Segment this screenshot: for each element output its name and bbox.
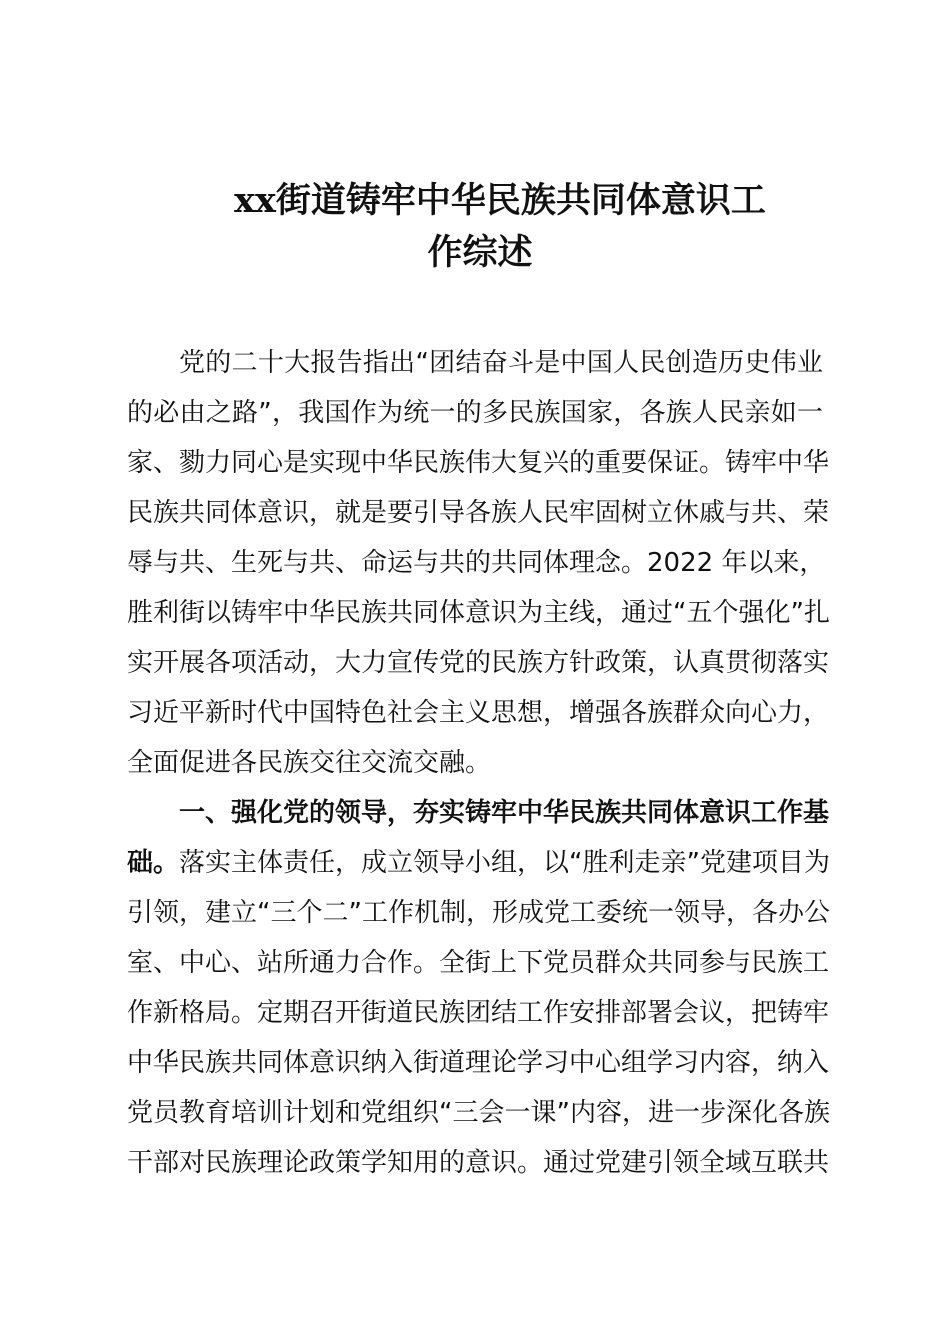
paragraph-text: 干部对民族理论政策学知用的意识。通过党建引领全域互联共: [127, 1148, 830, 1178]
paragraph-line: [127, 538, 826, 588]
section-heading-text: 一、强化党的领导，夯实铸牢中华民族共同体意识工作基: [179, 798, 830, 828]
paragraph-text: 的必由之路”，我国作为统一的多民族国家，各族人民亲如一: [127, 398, 823, 428]
paragraph-text: 胜利街以铸牢中华民族共同体意识为主线，通过“五个强化”扎: [127, 598, 830, 628]
paragraph-line: [127, 688, 830, 738]
paragraph-text: 引领，建立“三个二”工作机制，形成党工委统一领导，各办公: [127, 898, 830, 928]
paragraph-line: [127, 1088, 830, 1138]
paragraph-line: [127, 738, 823, 788]
paragraph-line: [127, 438, 830, 488]
paragraph-line: [127, 938, 830, 988]
paragraph-text: 全面促进各民族交往交流交融。: [127, 748, 492, 778]
paragraph-text: 辱与共、生死与共、命运与共的共同体理念。2022 年以来，: [127, 548, 826, 578]
paragraph-line: [127, 788, 830, 838]
paragraph-line: [127, 388, 823, 438]
paragraph-line: [127, 488, 830, 538]
paragraph-text: 党员教育培训计划和党组织“三会一课”内容，进一步深化各族: [127, 1098, 830, 1128]
paragraph-text: 习近平新时代中国特色社会主义思想，增强各族群众向心力，: [127, 698, 830, 728]
paragraph-text: 党的二十大报告指出“团结奋斗是中国人民创造历史伟业: [179, 348, 823, 378]
paragraph-text: 家、勠力同心是实现中华民族伟大复兴的重要保证。铸牢中华: [127, 448, 830, 478]
paragraph-line: [127, 988, 830, 1038]
paragraph-text: 民族共同体意识，就是要引导各族人民牢固树立休戚与共、荣: [127, 498, 830, 528]
document-title-line-2: 作综述: [427, 232, 533, 273]
paragraph-line: [127, 638, 830, 688]
paragraph-text: 实开展各项活动，大力宣传党的民族方针政策，认真贯彻落实: [127, 648, 830, 678]
document-body: [127, 338, 830, 1188]
paragraph-line: [127, 338, 823, 388]
paragraph-line: [127, 1038, 830, 1088]
document-title-line-1: xx街道铸牢中华民族共同体意识工: [234, 180, 766, 221]
section-heading-text: 础。: [127, 848, 180, 878]
paragraph-line: [127, 588, 830, 638]
paragraph-text: 中华民族共同体意识纳入街道理论学习中心组学习内容，纳入: [127, 1048, 830, 1078]
paragraph-text: 作新格局。定期召开街道民族团结工作安排部署会议，把铸牢: [127, 998, 830, 1028]
paragraph-line: [127, 838, 830, 888]
paragraph-line: [127, 888, 830, 938]
paragraph-text: 落实主体责任，成立领导小组，以“胜利走亲”党建项目为: [179, 848, 830, 878]
paragraph-line: [127, 1138, 830, 1188]
paragraph-text: 室、中心、站所通力合作。全街上下党员群众共同参与民族工: [127, 948, 830, 978]
